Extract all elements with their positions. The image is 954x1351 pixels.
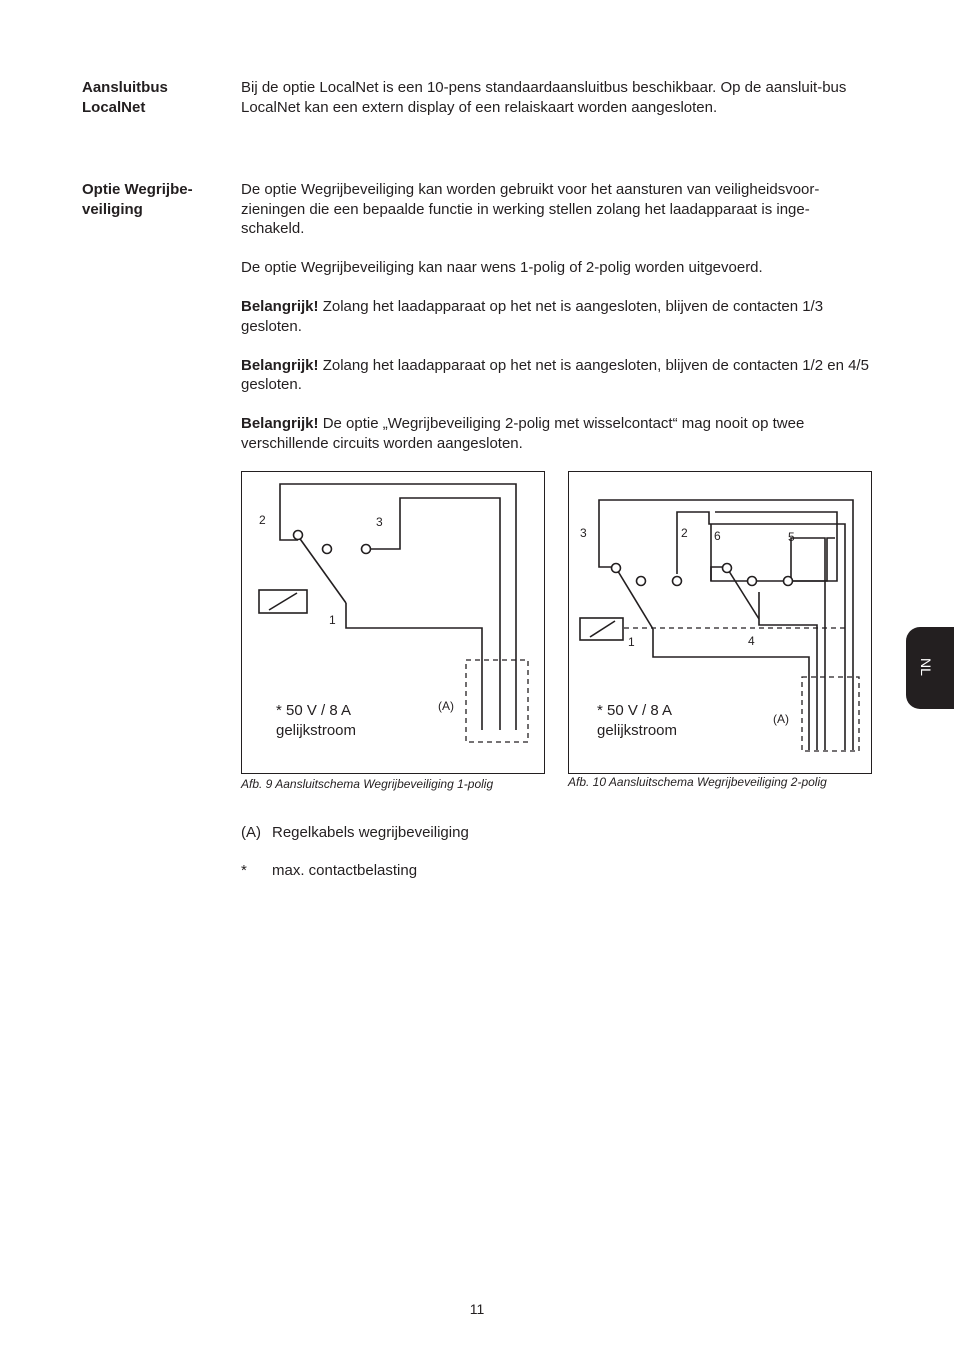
heading-line: veiliging [82,200,143,218]
heading-line: Aansluitbus [82,79,168,96]
section-heading-localnet [82,78,222,117]
cable-group-label: (A) [773,712,789,726]
wiring-diagram-2-polig [568,471,872,774]
notice-label: Belangrijk! [241,298,319,315]
figure-caption: Afb. 9 Aansluitschema Wegrijbeveiliging 1-polig [241,777,494,791]
notice [241,414,873,453]
notice-text: Zolang het laadapparaat op het net is aangesloten, blijven de contacten 1/2 en 4/5 gesloten. [241,356,869,393]
notice [241,356,873,395]
paragraph: Bij de optie LocalNet is een 10-pens standaardaansluitbus beschikbaar. Op de aansluit-bus LocalNet kan een extern display of een relaiskaart worden aangesloten. [241,79,847,116]
terminal-label: 6 [714,529,721,543]
wiring-diagram-1-polig [241,471,545,774]
notice-label: Belangrijk! [241,415,319,432]
paragraph: De optie Wegrijbeveiliging kan worden gebruikt voor het aansturen van veiligheidsvoor-zieningen die een bepaalde functie in werking stellen zolang het laadapparaat is inge-schakeld. [241,181,820,237]
rating-label: gelijkstroom [276,722,357,739]
page-number: 11 [469,1301,485,1317]
terminal-label: 1 [628,635,635,649]
section-heading-wegrijbeveiliging [82,180,222,219]
rating-label: gelijkstroom [597,722,678,739]
terminal-label: 1 [329,613,336,627]
terminal-label: 3 [580,526,587,540]
section-body-localnet [241,78,873,117]
legend-key: * [241,862,247,879]
legend-key: (A) [241,824,261,841]
figure-caption: Afb. 10 Aansluitschema Wegrijbeveiliging 2-polig [568,775,827,789]
legend-text: Regelkabels wegrijbeveiliging [272,824,469,841]
notice-text: De optie „Wegrijbeveiliging 2-polig met wisselcontact“ mag nooit op twee verschillende circuits worden aangesloten. [241,415,805,452]
language-tab [906,627,954,709]
section-body-wegrijbeveiliging [241,180,873,453]
terminal-label: 2 [681,526,688,540]
legend-item [241,861,417,881]
heading-line: LocalNet [82,98,146,116]
language-tab-label: NL [918,658,934,676]
paragraph: De optie Wegrijbeveiliging kan naar wens 1-polig of 2-polig worden uitgevoerd. [241,259,763,276]
cable-group-label: (A) [438,699,454,713]
terminal-label: 3 [376,515,383,529]
legend-text: max. contactbelasting [272,862,418,879]
notice-text: Zolang het laadapparaat op het net is aangesloten, blijven de contacten 1/3 gesloten. [241,298,824,335]
rating-label: * 50 V / 8 A [276,702,352,719]
rating-label: * 50 V / 8 A [597,702,673,719]
heading-line: Optie Wegrijbe- [82,181,193,198]
terminal-label: 2 [259,513,266,527]
legend-item [241,823,469,843]
notice-label: Belangrijk! [241,356,319,374]
terminal-label: 4 [748,634,755,648]
terminal-label: 5 [788,530,795,544]
notice [241,297,873,336]
